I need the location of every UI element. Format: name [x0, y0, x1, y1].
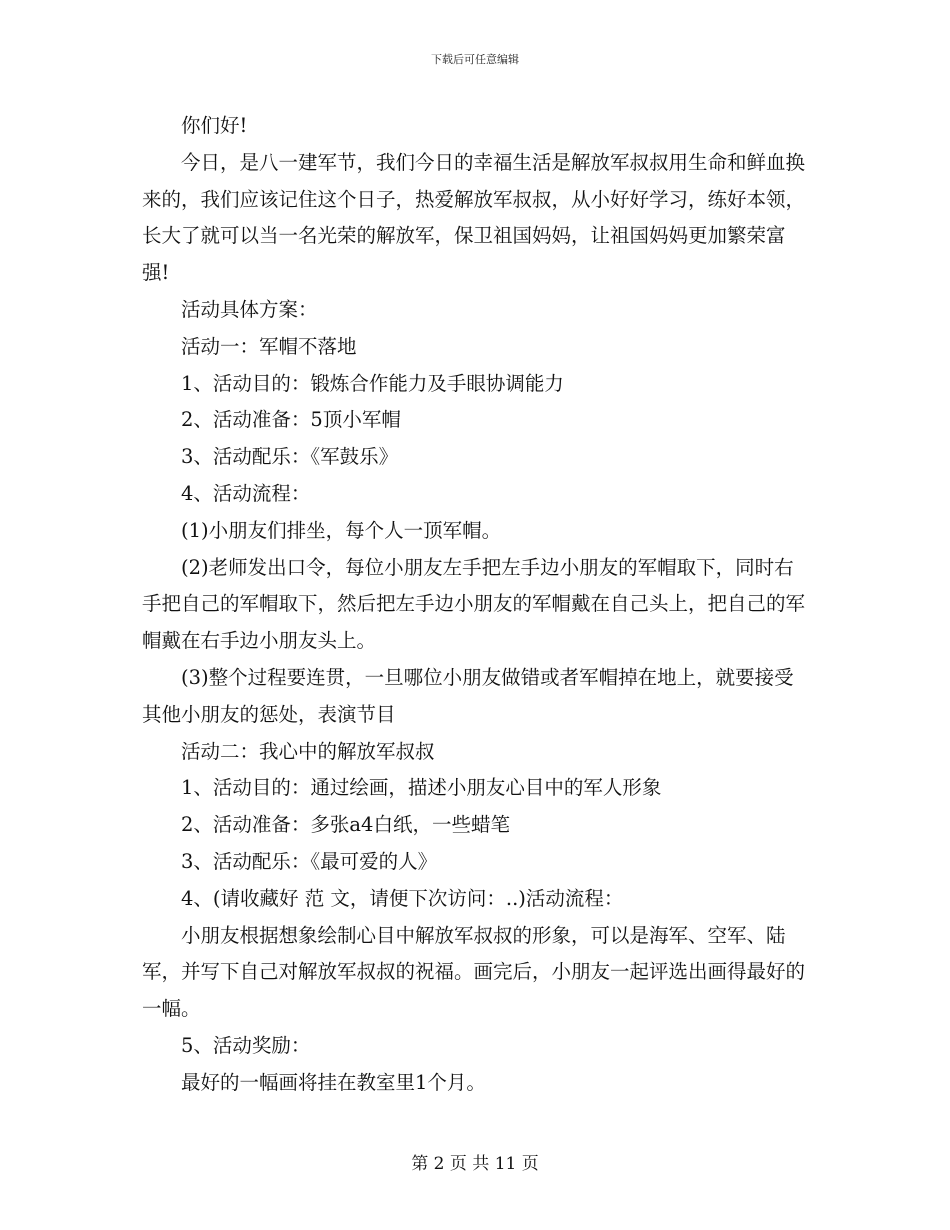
paragraph-plan-heading: 活动具体方案：: [181, 297, 318, 321]
paragraph-activity-one-title: 活动一：军帽不落地: [181, 334, 357, 358]
paragraph-intro: 今日，是八一建军节，我们今日的幸福生活是解放军叔叔用生命和鲜血换来的，我们应该记住这个日子，热爱解放军叔叔，从小好好学习，练好本领，长大了就可以当一名光荣的解放军，保卫祖国妈妈，让祖国妈妈更加繁荣富强!: [142, 150, 806, 285]
paragraph-activity-one-prep: 2、活动准备：5顶小军帽: [181, 408, 401, 432]
paragraph-activity-two-title: 活动二：我心中的解放军叔叔: [181, 739, 435, 763]
paragraph-activity-two-reward: 5、活动奖励：: [181, 1033, 311, 1057]
paragraph-step-1: (1)小朋友们排坐，每个人一顶军帽。: [181, 518, 502, 542]
paragraph-step-2: (2)老师发出口令，每位小朋友左手把左手边小朋友的军帽取下，同时右手把自己的军帽取下，然后把左手边小朋友的军帽戴在自己头上，把自己的军帽戴在右手边小朋友头上。: [142, 555, 806, 653]
page-footer: 第 2 页 共 11 页: [411, 1154, 539, 1174]
paragraph-activity-two-purpose: 1、活动目的：通过绘画，描述小朋友心目中的军人形象: [181, 776, 662, 800]
paragraph-activity-one-purpose: 1、活动目的：锻炼合作能力及手眼协调能力: [181, 371, 564, 395]
paragraph-greeting: 你们好!: [181, 114, 248, 137]
paragraph-activity-two-music: 3、活动配乐：《最可爱的人》: [181, 849, 438, 873]
document-body: [142, 108, 810, 1102]
paragraph-activity-two-process: 4、(请收藏好 范 文，请便下次访问：..)活动流程：: [181, 886, 624, 910]
paragraph-activity-one-music: 3、活动配乐：《军鼓乐》: [181, 445, 399, 469]
paragraph-activity-two-prep: 2、活动准备：多张a4白纸，一些蜡笔: [181, 813, 510, 837]
paragraph-activity-one-process: 4、活动流程：: [181, 481, 311, 505]
page-header: 下载后可任意编辑: [431, 53, 519, 66]
paragraph-reward-detail: 最好的一幅画将挂在教室里1个月。: [181, 1070, 486, 1094]
paragraph-step-3: (3)整个过程要连贯，一旦哪位小朋友做错或者军帽掉在地上，就要接受其他小朋友的惩处，表演节目: [142, 665, 794, 726]
paragraph-activity-two-description: 小朋友根据想象绘制心目中解放军叔叔的形象，可以是海军、空军、陆军，并写下自己对解放军叔叔的祝福。画完后，小朋友一起评选出画得最好的一幅。: [142, 923, 806, 1021]
